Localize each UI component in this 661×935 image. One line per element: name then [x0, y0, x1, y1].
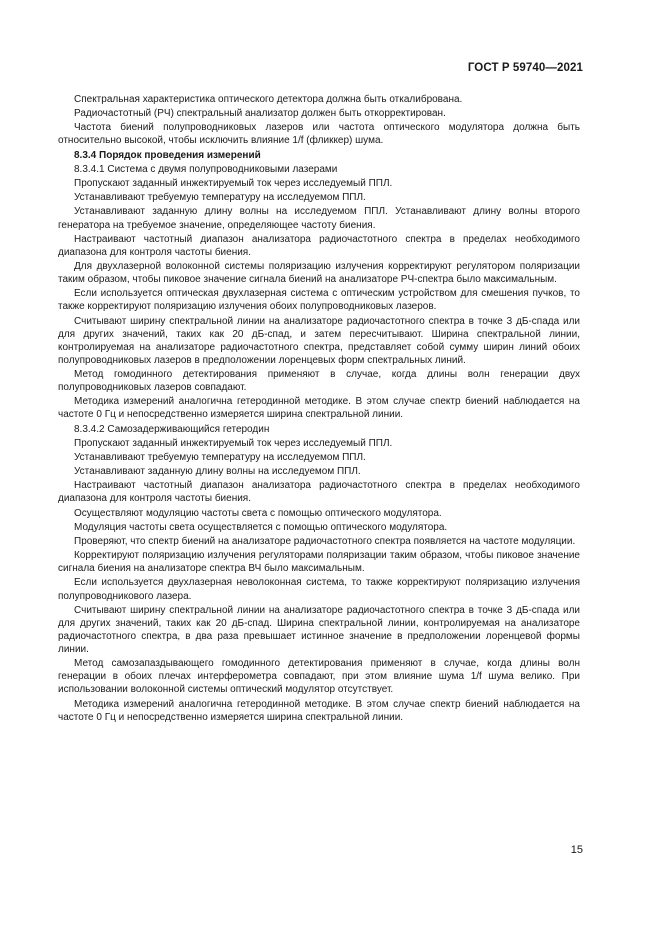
document-code: ГОСТ Р 59740—2021: [467, 62, 583, 74]
paragraph: Методика измерений аналогична гетеродинной методике. В этом случае спектр биений наблюдается на частоте 0 Гц и непосредственно измеряется ширина спектральной линии.: [58, 698, 580, 723]
paragraph: Спектральная характеристика оптического детектора должна быть откалибрована.: [74, 94, 463, 105]
subsection-heading: 8.3.4.2 Самозадерживающийся гетеродин: [74, 423, 270, 435]
paragraph: Пропускают заданный инжектируемый ток через исследуемый ППЛ.: [74, 178, 393, 190]
paragraph: Для двухлазерной волоконной системы поляризацию излучения корректируют регулятором поляризации таким образом, чтобы пиковое значение сигнала биений на анализаторе РЧ-спектра было максимальным.: [58, 260, 580, 286]
paragraph: Устанавливают требуемую температуру на исследуемом ППЛ.: [74, 451, 366, 463]
paragraph: Устанавливают заданную длину волны на исследуемом ППЛ.: [74, 466, 361, 478]
paragraph: Модуляция частоты света осуществляется с помощью оптического модулятора.: [74, 521, 448, 533]
paragraph: Метод самозапаздывающего гомодинного детектирования применяют в случае, когда длины волн генерации в обоих плечах интерферометра совпадают, при этом влияние шума 1/f шума велико. При использовании волоконной системы оптический модулятор отсутствует.: [58, 658, 580, 696]
paragraph: Осуществляют модуляцию частоты света с помощью оптического модулятора.: [74, 507, 442, 519]
paragraph: Методика измерений аналогична гетеродинной методике. В этом случае спектр биений наблюдается на частоте 0 Гц и непосредственно измеряется ширина спектральной линии.: [58, 396, 580, 421]
body-text: [58, 93, 580, 725]
page-number: 15: [570, 844, 583, 856]
paragraph: Настраивают частотный диапазон анализатора радиочастотного спектра в пределах необходимого диапазона для контроля частоты биения.: [58, 233, 580, 258]
paragraph: Проверяют, что спектр биений на анализаторе радиочастотного спектра появляется на частоте модуляции.: [74, 535, 576, 547]
paragraph: Считывают ширину спектральной линии на анализаторе радиочастотного спектра в точке 3 дБ-спада или для других значений, таких как 20 дБ-спад. Ширина спектральной линии, контролируемая на анализаторе радиочастотного спектра, в два раза превышает истинное значение в предположении лоренцевой формы линии.: [58, 604, 580, 655]
paragraph: Радиочастотный (РЧ) спектральный анализатор должен быть откорректирован.: [74, 108, 446, 120]
paragraph: Считывают ширину спектральной линии на анализаторе радиочастотного спектра в точке 3 дБ-спада или для других значений, таких как 20 дБ-спад, и затем пересчитывают. Ширина спектральной линии, контролируемая на анализаторе радиочастотного спектра, представляет собой сумму ширин линий обоих полупроводниковых лазеров в предположении лоренцевых форм спектральных линий.: [58, 315, 580, 366]
paragraph: Метод гомодинного детектирования применяют в случае, когда длины волн генерации двух полупроводниковых лазеров совпадают.: [58, 369, 580, 394]
paragraph: Пропускают заданный инжектируемый ток через исследуемый ППЛ.: [74, 437, 393, 449]
section-heading: 8.3.4 Порядок проведения измерений: [74, 149, 261, 161]
paragraph: Частота биений полупроводниковых лазеров или частота оптического модулятора должна быть относительно высокой, чтобы исключить влияние 1/f (фликкер) шума.: [58, 122, 580, 147]
paragraph: Устанавливают требуемую температуру на исследуемом ППЛ.: [74, 192, 366, 204]
paragraph: Устанавливают заданную длину волны на исследуемом ППЛ. Устанавливают длину волны второго генератора на требуемое значение, определяющее частоту биения.: [58, 206, 580, 231]
paragraph: Настраивают частотный диапазон анализатора радиочастотного спектра в пределах необходимого диапазона для контроля частоты биения.: [58, 480, 580, 505]
paragraph: Если используется оптическая двухлазерная система с оптическим устройством для смешения пучков, то также корректируют поляризацию излучения обоих полупроводниковых лазеров.: [58, 288, 580, 313]
paragraph: Если используется двухлазерная неволоконная система, то также корректируют поляризацию излучения полупроводникового лазера.: [58, 577, 580, 602]
paragraph: Корректируют поляризацию излучения регуляторами поляризации таким образом, чтобы пиковое значение сигнала биения на анализаторе спектра ВЧ было максимальным.: [58, 550, 580, 575]
subsection-heading: 8.3.4.1 Система с двумя полупроводниковыми лазерами: [74, 163, 338, 175]
